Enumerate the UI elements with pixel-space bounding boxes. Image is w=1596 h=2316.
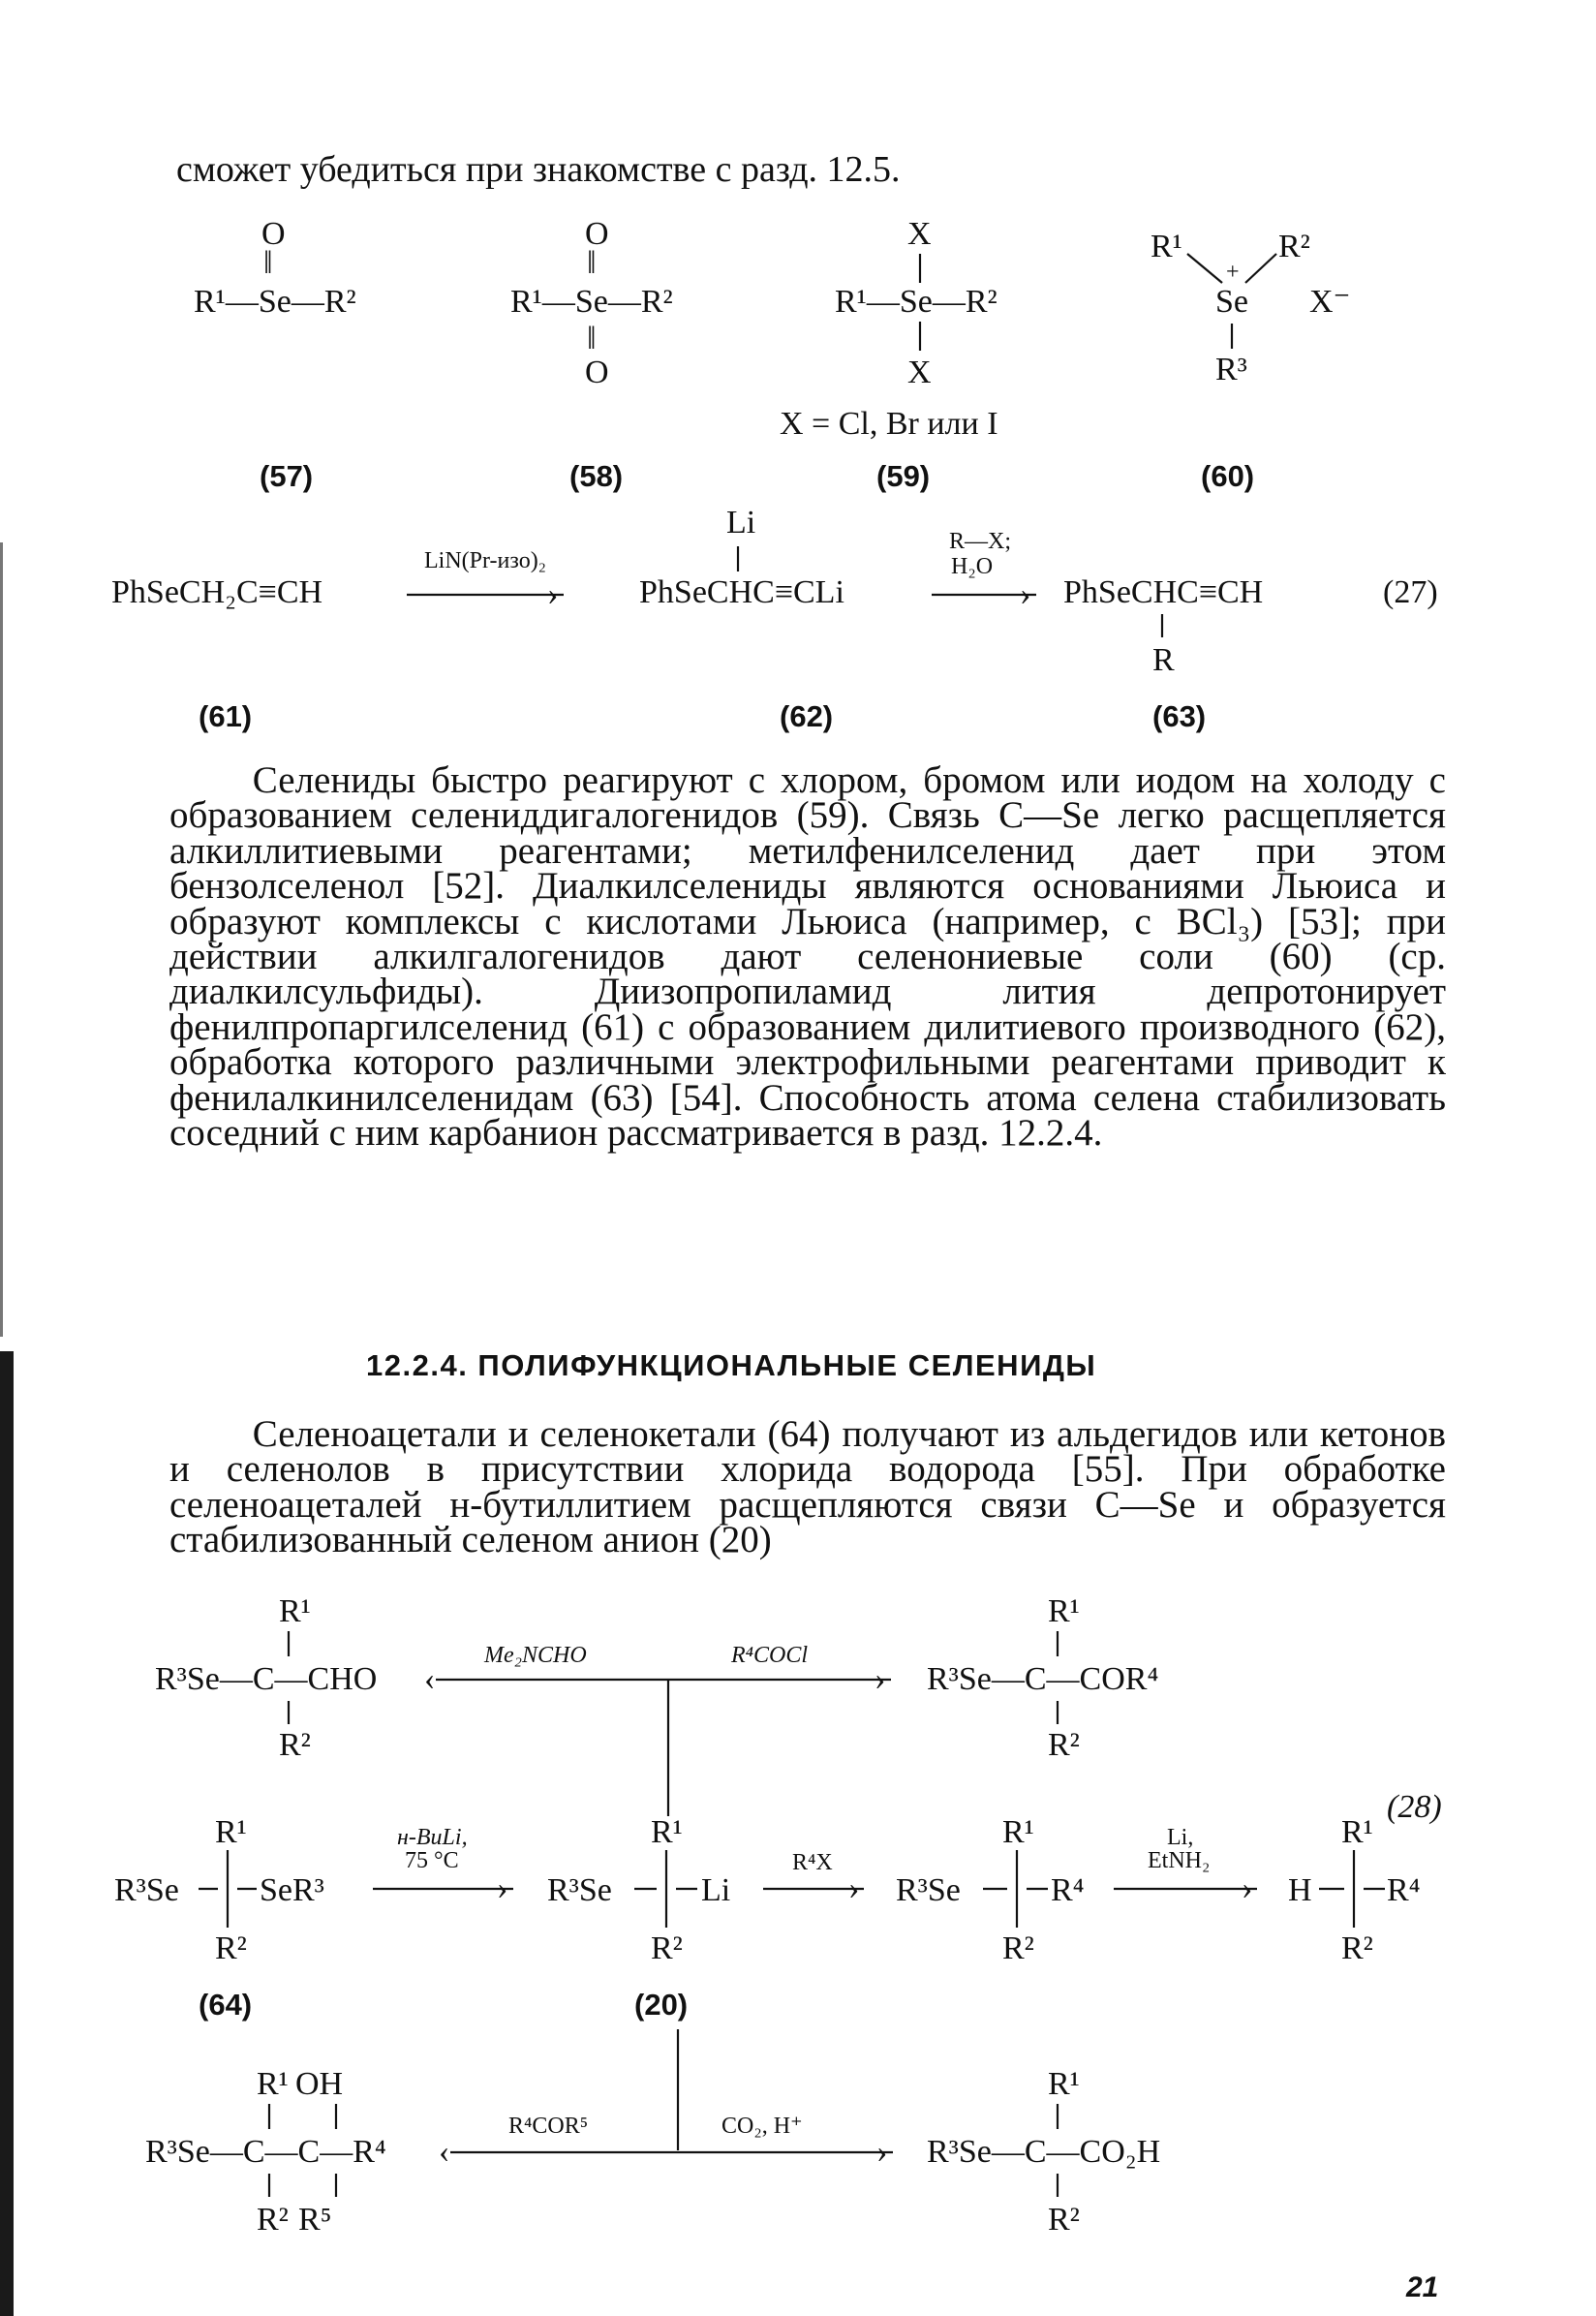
s60-r2: R² <box>1278 229 1310 264</box>
reagent-me2ncho: Me₂NCHO <box>484 1643 587 1668</box>
c63-formula: PhSeCHC≡CH <box>1063 574 1264 610</box>
tr-r2: R² <box>1048 1727 1080 1763</box>
c62-formula: PhSeCHC≡CLi <box>639 574 844 610</box>
br-main: R³Se—C—CO₂H <box>927 2134 1161 2170</box>
scheme-28 <box>0 1589 1596 2267</box>
c63-bottom: R <box>1152 642 1175 678</box>
section-title: 12.2.4. ПОЛИФУНКЦИОНАЛЬНЫЕ СЕЛЕНИДЫ <box>366 1348 1097 1382</box>
scheme-28-number: (28) <box>1387 1789 1442 1825</box>
reagent-co2: CO₂, H⁺ <box>721 2114 803 2139</box>
s58-main: R¹—Se—R² <box>510 284 673 320</box>
paragraph-2: Селеноацетали и селенокетали (64) получают из альдегидов или кетонов и селенолов в присутствии хлорида водорода [55]. При обработке селеноацеталей н-бутиллитием расщепляются связи C—Se и образуется стабилизованный селеном анион (20) <box>169 1413 1446 1561</box>
reagent-h2o: H₂O <box>951 554 994 579</box>
bl-oh: OH <box>295 2066 344 2102</box>
c61-formula: PhSeCH₂C≡CH <box>111 574 323 610</box>
ch-right: R⁴ <box>1387 1872 1421 1908</box>
reagent-etnh2: EtNH₂ <box>1148 1848 1211 1873</box>
br-r2: R² <box>1048 2202 1080 2238</box>
s60-r3: R³ <box>1215 352 1247 387</box>
reagent-r4cor5: R⁴COR⁵ <box>508 2114 589 2139</box>
ch-r1: R¹ <box>1341 1814 1373 1850</box>
tl-main: R³Se—C—CHO <box>155 1661 378 1697</box>
c20-r1: R¹ <box>651 1814 683 1850</box>
s58-bond-bottom: ‖ <box>587 321 597 356</box>
s57-bond: ‖ <box>263 245 273 281</box>
structure-57 <box>194 216 356 493</box>
reagent-temp: 75 °C <box>405 1848 459 1873</box>
c20-r2: R² <box>651 1930 683 1966</box>
calk-right: R⁴ <box>1051 1872 1085 1908</box>
s57-main: R¹—Se—R² <box>194 284 356 320</box>
c64-right: SeR³ <box>260 1872 324 1908</box>
arrow-li: › <box>1242 1870 1253 1906</box>
tl-r2: R² <box>279 1727 311 1763</box>
c64-label: (64) <box>199 1988 253 2022</box>
arrow-right-bottom: › <box>876 2134 888 2170</box>
s57-top: O <box>261 216 286 252</box>
bond-line <box>1187 254 1222 283</box>
tl-r1: R¹ <box>279 1593 311 1629</box>
arrow-left-bottom: ‹ <box>439 2134 450 2170</box>
structure-59 <box>780 216 998 493</box>
s60-plus: + <box>1226 260 1240 285</box>
s58-bottom: O <box>585 355 609 390</box>
page-number: 21 <box>1406 2271 1439 2303</box>
calk-r1: R¹ <box>1002 1814 1034 1850</box>
c63-label: (63) <box>1152 699 1207 733</box>
calk-r2: R² <box>1002 1930 1034 1966</box>
bl-r2: R² <box>257 2202 289 2238</box>
bond-line <box>1245 254 1276 283</box>
reagent-rx: R—X; <box>949 529 1012 554</box>
s60-label: (60) <box>1201 459 1255 493</box>
s58-bond-top: ‖ <box>587 245 597 281</box>
reaction-27-number: (27) <box>1383 574 1438 610</box>
s60-se: Se <box>1215 284 1248 320</box>
s60-anion: X⁻ <box>1309 284 1351 320</box>
c20-label: (20) <box>634 1988 689 2022</box>
c64-r2: R² <box>215 1930 247 1966</box>
paragraph-1: Селениды быстро реагируют с хлором, бромом или иодом на холоду с образованием селениддигалогенидов (59). Связь C—Se легко расщепляется алкиллитиевыми реагентами; метилфенилселенид дает при этом бензолселенол [52]. Диалкилселениды являются основаниями Льюиса и образуют комплексы с кислотами Льюиса (например, с BCl₃) [53]; при действии алкилгалогенидов дают селенониевые соли (60) (ср. диалкилсульфиды). Диизопропиламид лития депротонирует фенилпропаргилселенид (61) с образованием дилитиевого производного (62), обработка которого различными электрофильными реагентами приводит к фенилалкинилселенидам (63) [54]. Способность атома селена стабилизовать соседний с ним карбанион рассматривается в разд. 12.2.4. <box>169 759 1446 1155</box>
reagent-li: Li, <box>1167 1825 1194 1850</box>
ch-left: H <box>1288 1872 1312 1908</box>
reagent-r4x: R⁴X <box>792 1850 833 1875</box>
c61-label: (61) <box>199 699 253 733</box>
reagent-r4cocl: R⁴COCl <box>731 1643 809 1668</box>
s60-r1: R¹ <box>1151 229 1182 264</box>
arrow-head-1: › <box>547 576 559 612</box>
c20-left: R³Se <box>547 1872 612 1908</box>
arrow-buli: › <box>497 1870 508 1906</box>
s59-bottom: X <box>907 355 932 390</box>
s59-label: (59) <box>876 459 931 493</box>
tr-main: R³Se—C—COR⁴ <box>927 1661 1159 1697</box>
s57-label: (57) <box>260 459 314 493</box>
reagent-buli: н-BuLi, <box>397 1825 468 1850</box>
arrow-r4x: › <box>848 1870 860 1906</box>
s59-note: X = Cl, Br или I <box>780 406 998 442</box>
c20-right: Li <box>701 1872 731 1908</box>
s59-top: X <box>907 216 932 252</box>
bl-r5: R⁵ <box>298 2202 332 2238</box>
arrow-left-top: ‹ <box>424 1661 436 1697</box>
s59-main: R¹—Se—R² <box>835 284 998 320</box>
arrow-right-top: › <box>875 1661 886 1697</box>
c64-left: R³Se <box>114 1872 179 1908</box>
structure-60 <box>1151 229 1351 493</box>
tr-r1: R¹ <box>1048 1593 1080 1629</box>
calk-left: R³Se <box>896 1872 961 1908</box>
s58-top: O <box>585 216 609 252</box>
structure-58 <box>510 216 673 493</box>
ch-r2: R² <box>1341 1930 1373 1966</box>
br-r1: R¹ <box>1048 2066 1080 2102</box>
c62-top: Li <box>726 505 756 540</box>
c64-r1: R¹ <box>215 1814 247 1850</box>
intro-line: сможет убедиться при знакомстве с разд. 12.5. <box>176 149 901 190</box>
structures-57-60 <box>0 0 1596 542</box>
arrow-head-2: › <box>1020 576 1031 612</box>
s58-label: (58) <box>569 459 624 493</box>
c62-label: (62) <box>780 699 834 733</box>
bl-main: R³Se—C—C—R⁴ <box>145 2134 386 2170</box>
reaction-27 <box>0 504 1596 746</box>
bl-r1: R¹ <box>257 2066 289 2102</box>
reagent-lda: LiN(Pr-изо)₂ <box>424 548 547 573</box>
